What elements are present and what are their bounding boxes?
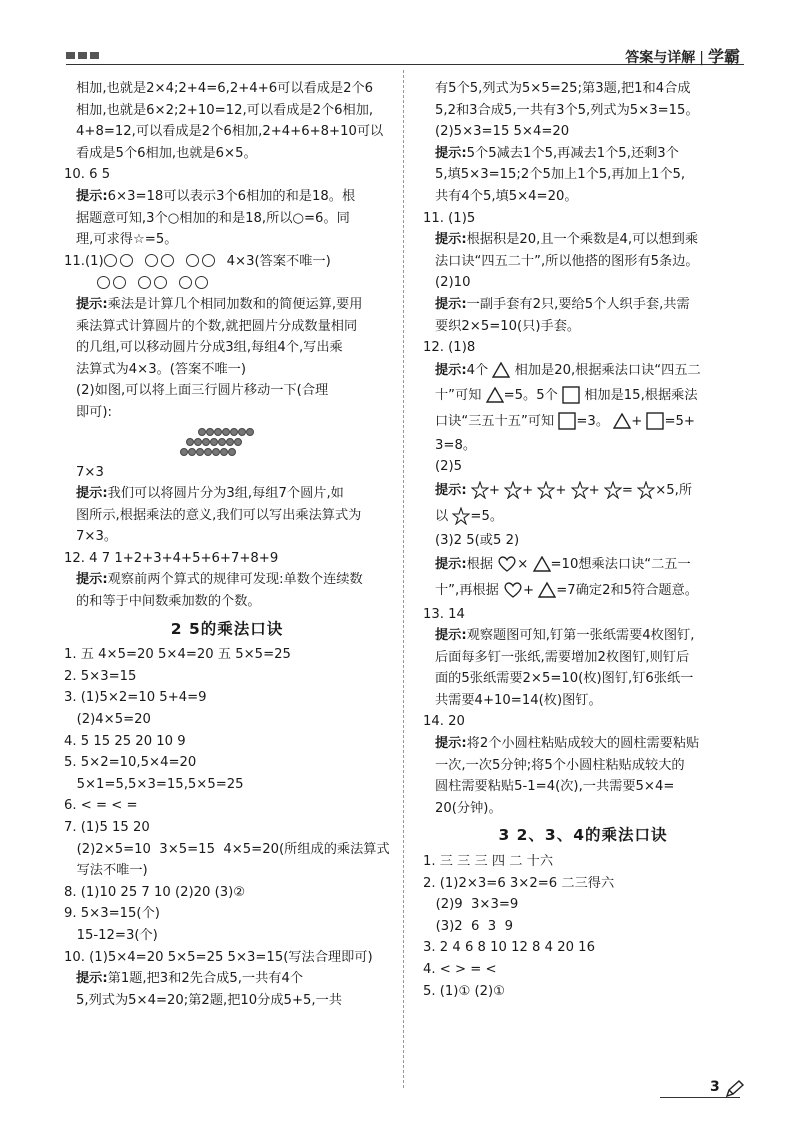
hint-text: =3。 — [576, 413, 610, 429]
answer-line: 2. (1)2×3=6 3×2=6 二三得六 — [423, 875, 615, 891]
answer-number: 12. 4 7 1+2+3+4+5+6+7+8+9 — [64, 550, 279, 566]
hint-label: 提示: — [435, 556, 467, 572]
header-section: 答案与详解 — [625, 50, 696, 66]
hint-text: 将2个小圆柱粘贴成较大的圆柱需要粘贴 — [466, 736, 700, 752]
hint-text: 面的5张纸需要2×5=10(枚)图钉,钉6张纸一 — [435, 671, 694, 687]
hint-label: 提示: — [435, 232, 467, 248]
answer-line: 1. 五 4×5=20 5×4=20 五 5×5=25 — [64, 647, 291, 663]
text-line: (2)如图,可以将上面三行圆片移动一下(合理 — [76, 383, 329, 399]
hint-text: × — [517, 556, 529, 572]
text-line: 看成是5个6相加,也就是6×5。 — [76, 145, 257, 161]
answer-line: 3. 2 4 6 8 10 12 8 4 20 16 — [423, 940, 595, 956]
pencil-icon — [724, 1079, 746, 1099]
answer-number: 13. 14 — [423, 606, 465, 622]
star-icon — [471, 481, 489, 499]
answer-line: 2. 5×3=15 — [64, 668, 137, 684]
answer-number: 11. — [64, 253, 85, 269]
answer-line: 10. (1)5×4=20 5×5=25 5×3=15(写法合理即可) — [64, 949, 373, 965]
hint-text: 的和等于中间数乘加数的个数。 — [76, 594, 261, 610]
hint-label: 提示: — [435, 736, 467, 752]
triangle-icon — [486, 387, 504, 403]
hint-text: 后面每多钉一张纸,需要增加2枚图钉,则钉后 — [435, 649, 690, 665]
answer-line: (3)2 6 3 9 — [423, 918, 513, 934]
hint-text: 的几组,可以移动圆片分成3组,每组4个,写出乘 — [76, 340, 343, 356]
hint-label: 提示: — [435, 628, 467, 644]
hint-text: 观察前两个算式的规律可发现:单数个连续数 — [107, 572, 363, 588]
answer-line: 9. 5×3=15(个) — [64, 906, 160, 922]
hint-text: 乘法算式计算圆片的个数,就把圆片分成数量相同 — [76, 318, 358, 334]
hint-text: 共有4个5,填5×4=20。 — [435, 188, 578, 204]
triangle-icon — [613, 413, 631, 429]
footer-rule — [660, 1097, 740, 1098]
header-brand: 答案与详解 | 学霸 — [625, 47, 740, 66]
hint-text: 观察题图可知,钉第一张纸需要4枚图钉, — [466, 628, 695, 644]
hint-text: 要织2×5=10(只)手套。 — [435, 318, 581, 334]
hint-text: 3=8。 — [435, 437, 477, 453]
page-number: 3 — [710, 1079, 720, 1095]
hint-text: =5。5个 — [503, 387, 558, 403]
heart-icon — [497, 555, 517, 573]
hint-text: 一副手套有2只,要给5个人织手套,共需 — [466, 296, 690, 312]
part-label: (1) — [84, 253, 104, 269]
hint-text: 共需要4+10=14(枚)图钉。 — [435, 692, 602, 708]
answer-line: 6. < = < = — [64, 798, 138, 814]
text-line: 相加,也就是2×4;2+4=6,2+4+6可以看成是2个6 — [76, 81, 374, 96]
answer-number: 12. (1)8 — [423, 340, 476, 356]
hint-label: 提示: — [76, 572, 108, 588]
hint-text: 圆柱需要粘贴5-1=4(次),一共需要5×4= — [435, 779, 675, 795]
star-icon — [452, 507, 470, 525]
hint-text: 乘法是计算几个相同加数和的简便运算,要用 — [107, 296, 363, 312]
answer-text: (2)5×3=15 5×4=20 — [435, 124, 570, 140]
answer-number: 14. 20 — [423, 714, 465, 730]
hint-text: 5,2和3合成5,一共有3个5,列式为5×3=15。 — [435, 102, 699, 118]
hint-label: 提示: — [435, 296, 467, 312]
hint-text: 相加是15,根据乘法 — [584, 387, 698, 403]
hint-text: 以 — [435, 508, 449, 524]
hint-text: 十”可知 — [435, 387, 482, 403]
answer-text: 7×3 — [76, 464, 104, 480]
hint-text: 4个 — [466, 362, 489, 378]
circle-group — [97, 276, 126, 289]
circle-group — [104, 254, 133, 267]
section-title: 3 2、3、4的乘法口诀 — [498, 826, 668, 845]
hint-text: 相加是20,根据乘法口诀“四五二 — [514, 362, 701, 378]
answer-line: (2)9 3×3=9 — [423, 897, 519, 913]
answer-line: 1. 三 三 三 四 二 十六 — [423, 854, 554, 870]
header-rule — [66, 64, 744, 65]
hint-text: ×5,所 — [655, 482, 693, 498]
answer-line: 4. 5 15 25 20 10 9 — [64, 733, 186, 749]
triangle-icon — [492, 362, 510, 378]
hint-text: 图所示,根据乘法的意义,我们可以写出乘法算式为 — [76, 507, 362, 523]
hint-label: 提示: — [435, 145, 467, 161]
answer-number: 11. (1)5 — [423, 210, 476, 226]
answer-line: 5. (1)① (2)① — [423, 983, 505, 999]
hint-text: 7×3。 — [76, 529, 118, 545]
star-icon — [571, 481, 589, 499]
hint-text: 根据积是20,且一个乘数是4,可以想到乘 — [466, 232, 699, 248]
hint-text: 第1题,把3和2先合成5,一共有4个 — [107, 971, 304, 987]
hint-text: 有5个5,列式为5×5=25;第3题,把1和4合成 — [435, 81, 691, 96]
header-logo: 学霸 — [707, 47, 740, 66]
hint-text: 法口诀“四五二十”,所以他搭的图形有5条边。 — [435, 253, 699, 269]
hint-text: + — [555, 482, 567, 498]
circle-group — [145, 254, 174, 267]
section-title: 2 5的乘法口诀 — [170, 619, 284, 638]
left-column — [64, 78, 390, 1011]
answer-11-row2 — [64, 272, 390, 294]
hint-text: 5,列式为5×4=20;第2题,把10分成5+5,一共 — [76, 992, 342, 1008]
hint-text: + — [588, 482, 600, 498]
hint-text: 5个5减去1个5,再减去1个5,还剩3个 — [466, 145, 679, 161]
hint-text: 20(分钟)。 — [435, 800, 502, 816]
answer-text: (2)10 — [435, 275, 471, 291]
hint-label: 提示: — [76, 188, 108, 204]
hint-text: =5。 — [470, 508, 504, 524]
answer-line: 7. (1)5 15 20 — [64, 820, 150, 835]
answer-number: 10. 6 5 — [64, 167, 111, 183]
triangle-icon — [538, 582, 556, 598]
hint-text: 十”,再根据 — [435, 582, 499, 598]
circle-group — [179, 276, 208, 289]
answer-11-row1 — [64, 251, 390, 273]
hint-text: 根据 — [466, 556, 494, 572]
hint-text: =10想乘法口诀“二五一 — [550, 556, 691, 572]
hint-label: 提示: — [76, 296, 108, 312]
hint-text: + — [522, 582, 535, 598]
dot-figure — [194, 428, 390, 456]
answer-line: 5×1=5,5×3=15,5×5=25 — [64, 776, 244, 792]
hint-text: 一次,一次5分钟;将5个小圆柱粘贴成较大的 — [435, 757, 685, 773]
star-icon — [604, 481, 622, 499]
triangle-icon — [533, 556, 551, 572]
square-icon — [558, 412, 576, 430]
answer-line: 5. 5×2=10,5×4=20 — [64, 755, 197, 771]
heart-icon — [503, 581, 523, 599]
answer-line: (2)4×5=20 — [64, 712, 151, 728]
star-icon — [504, 481, 522, 499]
hint-text: 法算式为4×3。(答案不唯一) — [76, 361, 246, 377]
square-icon — [562, 386, 580, 404]
text-line: 4+8=12,可以看成是2个6相加,2+4+6+8+10可以 — [76, 124, 384, 140]
star-icon — [637, 481, 655, 499]
hint-text: + — [488, 482, 500, 498]
column-divider — [403, 70, 404, 1088]
hint-text: + — [522, 482, 534, 498]
answer-text: 4×3(答案不唯一) — [226, 253, 331, 269]
square-icon — [646, 412, 664, 430]
star-icon — [537, 481, 555, 499]
hint-text: 据题意可知,3个○相加的和是18,所以○=6。同 — [76, 210, 350, 226]
answer-line: 8. (1)10 25 7 10 (2)20 (3)② — [64, 884, 246, 900]
hint-label: 提示: — [76, 486, 108, 502]
right-column — [423, 78, 743, 1002]
answer-line: (2)2×5=10 3×5=15 4×5=20(所组成的乘法算式 — [64, 841, 390, 857]
hint-text: 我们可以将圆片分为3组,每组7个圆片,如 — [107, 486, 344, 502]
hint-label: 提示: — [435, 362, 467, 378]
circle-group — [138, 276, 167, 289]
circle-group — [186, 254, 215, 267]
hint-text: 5,填5×3=15;2个5加上1个5,再加上1个5, — [435, 167, 686, 183]
hint-text: + — [631, 413, 643, 429]
answer-line: 3. (1)5×2=10 5+4=9 — [64, 690, 207, 706]
text-line: 即可): — [76, 404, 112, 420]
answer-line: 4. < > = < — [423, 962, 497, 977]
text-line: 相加,也就是6×2;2+10=12,可以看成是2个6相加, — [76, 102, 374, 118]
hint-text: 口诀“三五十五”可知 — [435, 413, 555, 429]
answer-line: 15-12=3(个) — [64, 927, 158, 943]
hint-label: 提示: — [76, 971, 108, 987]
hint-text: = — [621, 482, 633, 498]
answer-line: 写法不唯一) — [64, 863, 148, 879]
answer-text: (2)5 — [435, 459, 463, 475]
hint-label: 提示: — [435, 482, 467, 498]
answer-text: (3)2 5(或5 2) — [435, 532, 520, 548]
hint-text: =7确定2和5符合题意。 — [556, 582, 698, 598]
hint-text: 理,可求得☆=5。 — [76, 232, 178, 248]
hint-text: 6×3=18可以表示3个6相加的和是18。根 — [107, 188, 356, 204]
hint-text: =5+ — [664, 413, 695, 429]
header-marks — [66, 52, 99, 59]
